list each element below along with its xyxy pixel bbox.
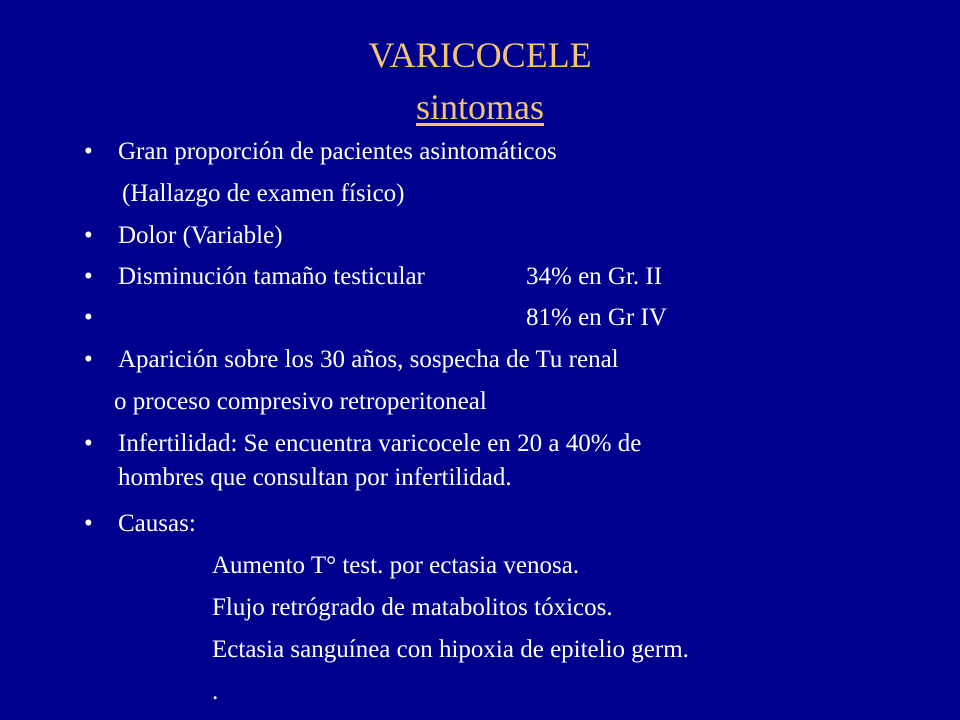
line-hombres: hombres que consultan por infertilidad. bbox=[118, 464, 512, 491]
line-ectasia: Ectasia sanguínea con hipoxia de epitelio germ. bbox=[212, 636, 689, 663]
bullet-6: • bbox=[84, 430, 93, 457]
slide-title: VARICOCELE bbox=[368, 35, 592, 75]
bullet-4: • bbox=[84, 304, 93, 331]
bullet-3: • bbox=[84, 263, 93, 290]
line-gr-iv: 81% en Gr IV bbox=[526, 304, 667, 331]
line-period: . bbox=[212, 678, 219, 705]
line-causas: Causas: bbox=[118, 510, 196, 537]
bullet-5: • bbox=[84, 346, 93, 373]
line-aumento: Aumento T° test. por ectasia venosa. bbox=[212, 552, 580, 579]
line-gr-ii: 34% en Gr. II bbox=[526, 263, 663, 290]
line-infertilidad: Infertilidad: Se encuentra varicocele en 20 a 40% de bbox=[118, 430, 642, 457]
bullet-1: • bbox=[84, 138, 93, 165]
line-aparicion: Aparición sobre los 30 años, sospecha de Tu renal bbox=[118, 346, 619, 373]
slide-subtitle: sintomas bbox=[415, 87, 544, 127]
line-hallazgo: (Hallazgo de examen físico) bbox=[122, 180, 405, 207]
line-disminucion: Disminución tamaño testicular bbox=[118, 263, 425, 290]
line-flujo: Flujo retrógrado de matabolitos tóxicos. bbox=[212, 594, 613, 621]
line-dolor: Dolor (Variable) bbox=[118, 222, 283, 249]
bullet-2: • bbox=[84, 222, 93, 249]
line-asintomaticos: Gran proporción de pacientes asintomáticos bbox=[118, 138, 557, 165]
line-proceso: o proceso compresivo retroperitoneal bbox=[114, 388, 487, 415]
bullet-7: • bbox=[84, 510, 93, 537]
